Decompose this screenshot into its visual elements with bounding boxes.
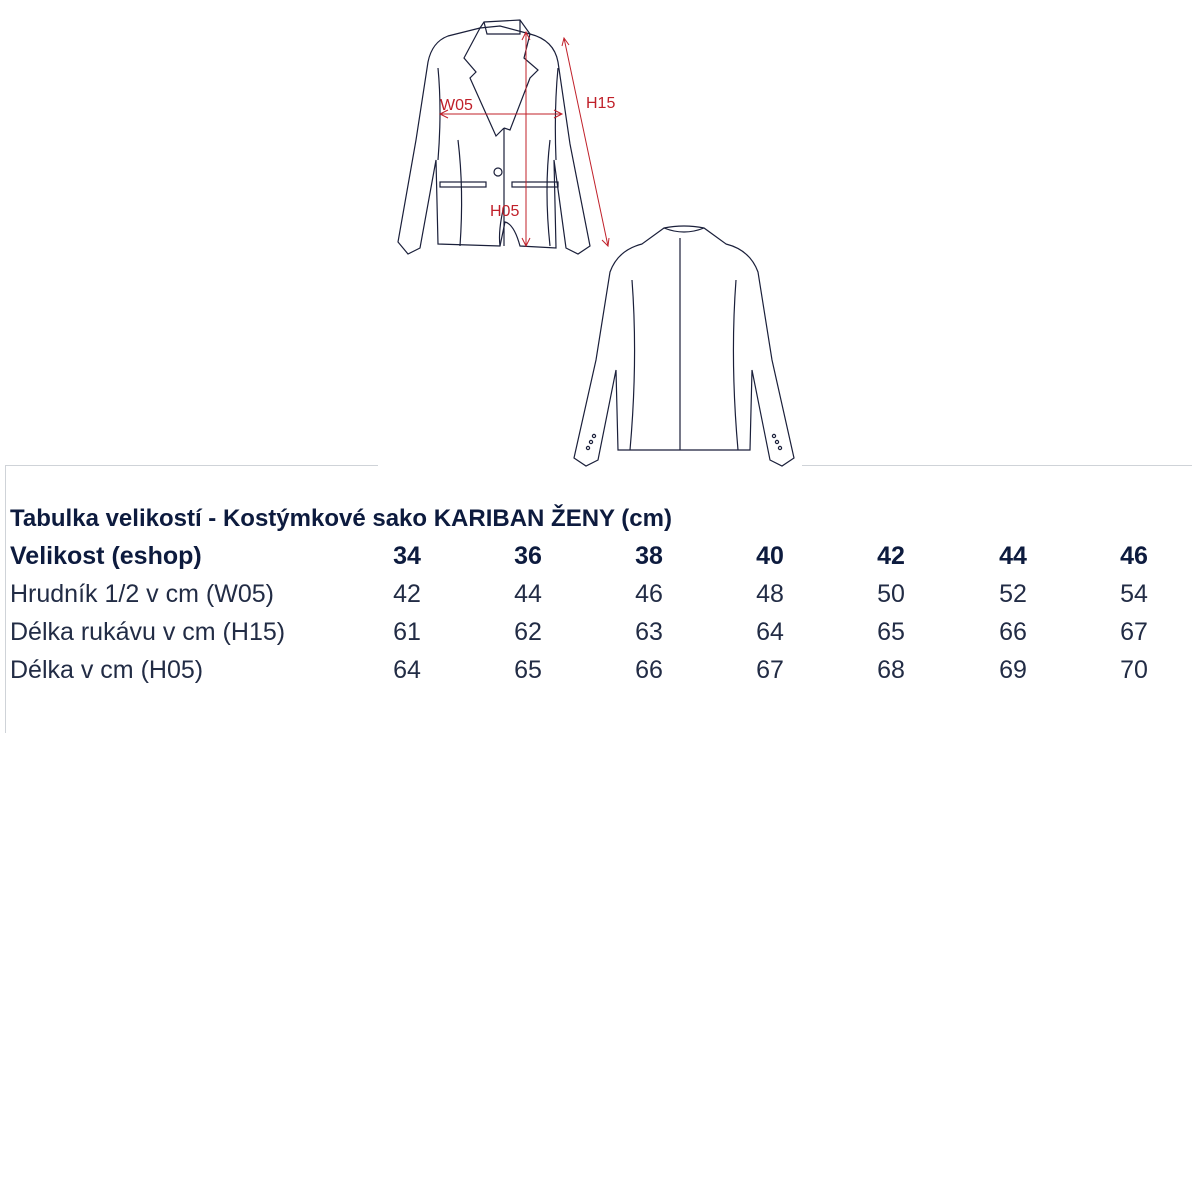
- jacket-back-view: [574, 226, 794, 466]
- table-cell: 68: [877, 656, 905, 684]
- table-row-sleeve: [10, 613, 1180, 651]
- table-header-row: [10, 537, 1180, 575]
- separator-right: [802, 465, 1192, 466]
- table-left-border: [5, 465, 6, 733]
- size-cell: 36: [514, 542, 542, 570]
- table-cell: 65: [514, 656, 542, 684]
- chest-measure-label: W05: [440, 97, 473, 114]
- table-cell: 50: [877, 580, 905, 608]
- size-cell: 34: [393, 542, 421, 570]
- table-cell: 65: [877, 618, 905, 646]
- table-row-chest: [10, 575, 1180, 613]
- size-cell: 46: [1120, 542, 1148, 570]
- table-cell: 64: [393, 656, 421, 684]
- table-cell: 67: [1120, 618, 1148, 646]
- row-label: Hrudník 1/2 v cm (W05): [10, 580, 274, 608]
- table-cell: 54: [1120, 580, 1148, 608]
- table-cell: 42: [393, 580, 421, 608]
- size-cell: 40: [756, 542, 784, 570]
- sleeve-measure-label: H15: [586, 95, 616, 112]
- row-label: Délka v cm (H05): [10, 656, 204, 684]
- table-cell: 67: [756, 656, 784, 684]
- table-cell: 70: [1120, 656, 1148, 684]
- size-cell: 44: [999, 542, 1027, 570]
- table-cell: 63: [635, 618, 663, 646]
- size-cell: 42: [877, 542, 905, 570]
- table-cell: 48: [756, 580, 784, 608]
- separator-left: [5, 465, 378, 466]
- length-measure-label: H05: [490, 203, 520, 220]
- table-cell: 62: [514, 618, 542, 646]
- table-cell: 44: [514, 580, 542, 608]
- table-title: Tabulka velikostí - Kostýmkové sako KARIBAN ŽENY (cm): [10, 505, 672, 532]
- table-cell: 61: [393, 618, 421, 646]
- table-cell: 46: [635, 580, 663, 608]
- table-cell: 66: [999, 618, 1027, 646]
- row-label: Délka rukávu v cm (H15): [10, 618, 286, 646]
- size-cell: 38: [635, 542, 663, 570]
- table-row-length: [10, 651, 1180, 689]
- table-cell: 52: [999, 580, 1027, 608]
- table-cell: 66: [635, 656, 663, 684]
- table-cell: 69: [999, 656, 1027, 684]
- header-label: Velikost (eshop): [10, 542, 202, 570]
- jacket-sketch: [380, 10, 800, 468]
- size-table: [10, 505, 1180, 689]
- table-cell: 64: [756, 618, 784, 646]
